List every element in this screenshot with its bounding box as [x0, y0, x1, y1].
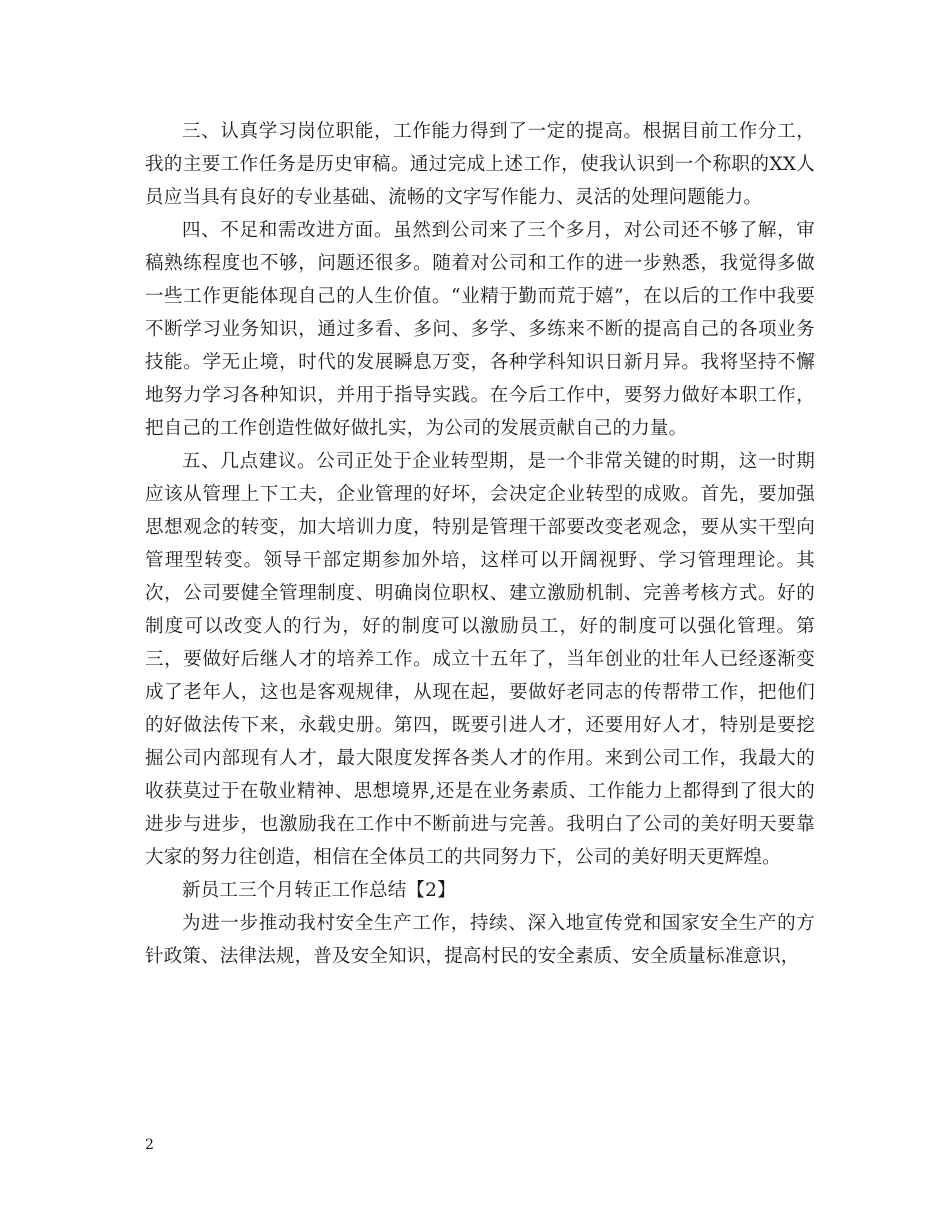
document-body: [145, 115, 815, 973]
paragraph-intro: 为进一步推动我村安全生产工作，持续、深入地宣传党和国家安全生产的方针政策、法律法规，普及安全知识，提高村民的安全素质、安全质量标准意识，: [145, 913, 815, 967]
paragraph-section-four: 四、不足和需改进方面。虽然到公司来了三个多月，对公司还不够了解，审稿熟练程度也不够，问题还很多。随着对公司和工作的进一步熟悉，我觉得多做一些工作更能体现自己的人生价值。“业精于勤而荒于嬉”，在以后的工作中我要不断学习业务知识，通过多看、多问、多学、多练来不断的提高自己的各项业务技能。学无止境，时代的发展瞬息万变，各种学科知识日新月异。我将坚持不懈地努力学习各种知识，并用于指导实践。在今后工作中，要努力做好本职工作，把自己的工作创造性做好做扎实，为公司的发展贡献自己的力量。: [145, 220, 815, 439]
paragraph-section-five: 五、几点建议。公司正处于企业转型期，是一个非常关键的时期，这一时期应该从管理上下工夫，企业管理的好坏，会决定企业转型的成败。首先，要加强思想观念的转变，加大培训力度，特别是管理干部要改变老观念，要从实干型向管理型转变。领导干部定期参加外培，这样可以开阔视野、学习管理理论。其次，公司要健全管理制度、明确岗位职权、建立激励机制、完善考核方式。好的制度可以改变人的行为，好的制度可以激励员工，好的制度可以强化管理。第三，要做好后继人才的培养工作。成立十五年了，当年创业的壮年人已经逐渐变成了老年人，这也是客观规律，从现在起，要做好老同志的传帮带工作，把他们的好做法传下来，永载史册。第四，既要引进人才，还要用好人才，特别是要挖掘公司内部现有人才，最大限度发挥各类人才的作用。来到公司工作，我最大的收获莫过于在敬业精神、思想境界,还是在业务素质、工作能力上都得到了很大的进步与进步，也激励我在工作中不断前进与完善。我明白了公司的美好明天要靠大家的努力往创造，相信在全体员工的共同努力下，公司的美好明天更辉煌。: [145, 451, 815, 868]
page-number: 2: [145, 1137, 154, 1153]
section-heading: 新员工三个月转正工作总结【2】: [182, 880, 456, 901]
paragraph-section-three: 三、认真学习岗位职能，工作能力得到了一定的提高。根据目前工作分工，我的主要工作任务是历史审稿。通过完成上述工作，使我认识到一个称职的XX人员应当具有良好的专业基础、流畅的文字写作能力、灵活的处理问题能力。: [145, 121, 815, 208]
